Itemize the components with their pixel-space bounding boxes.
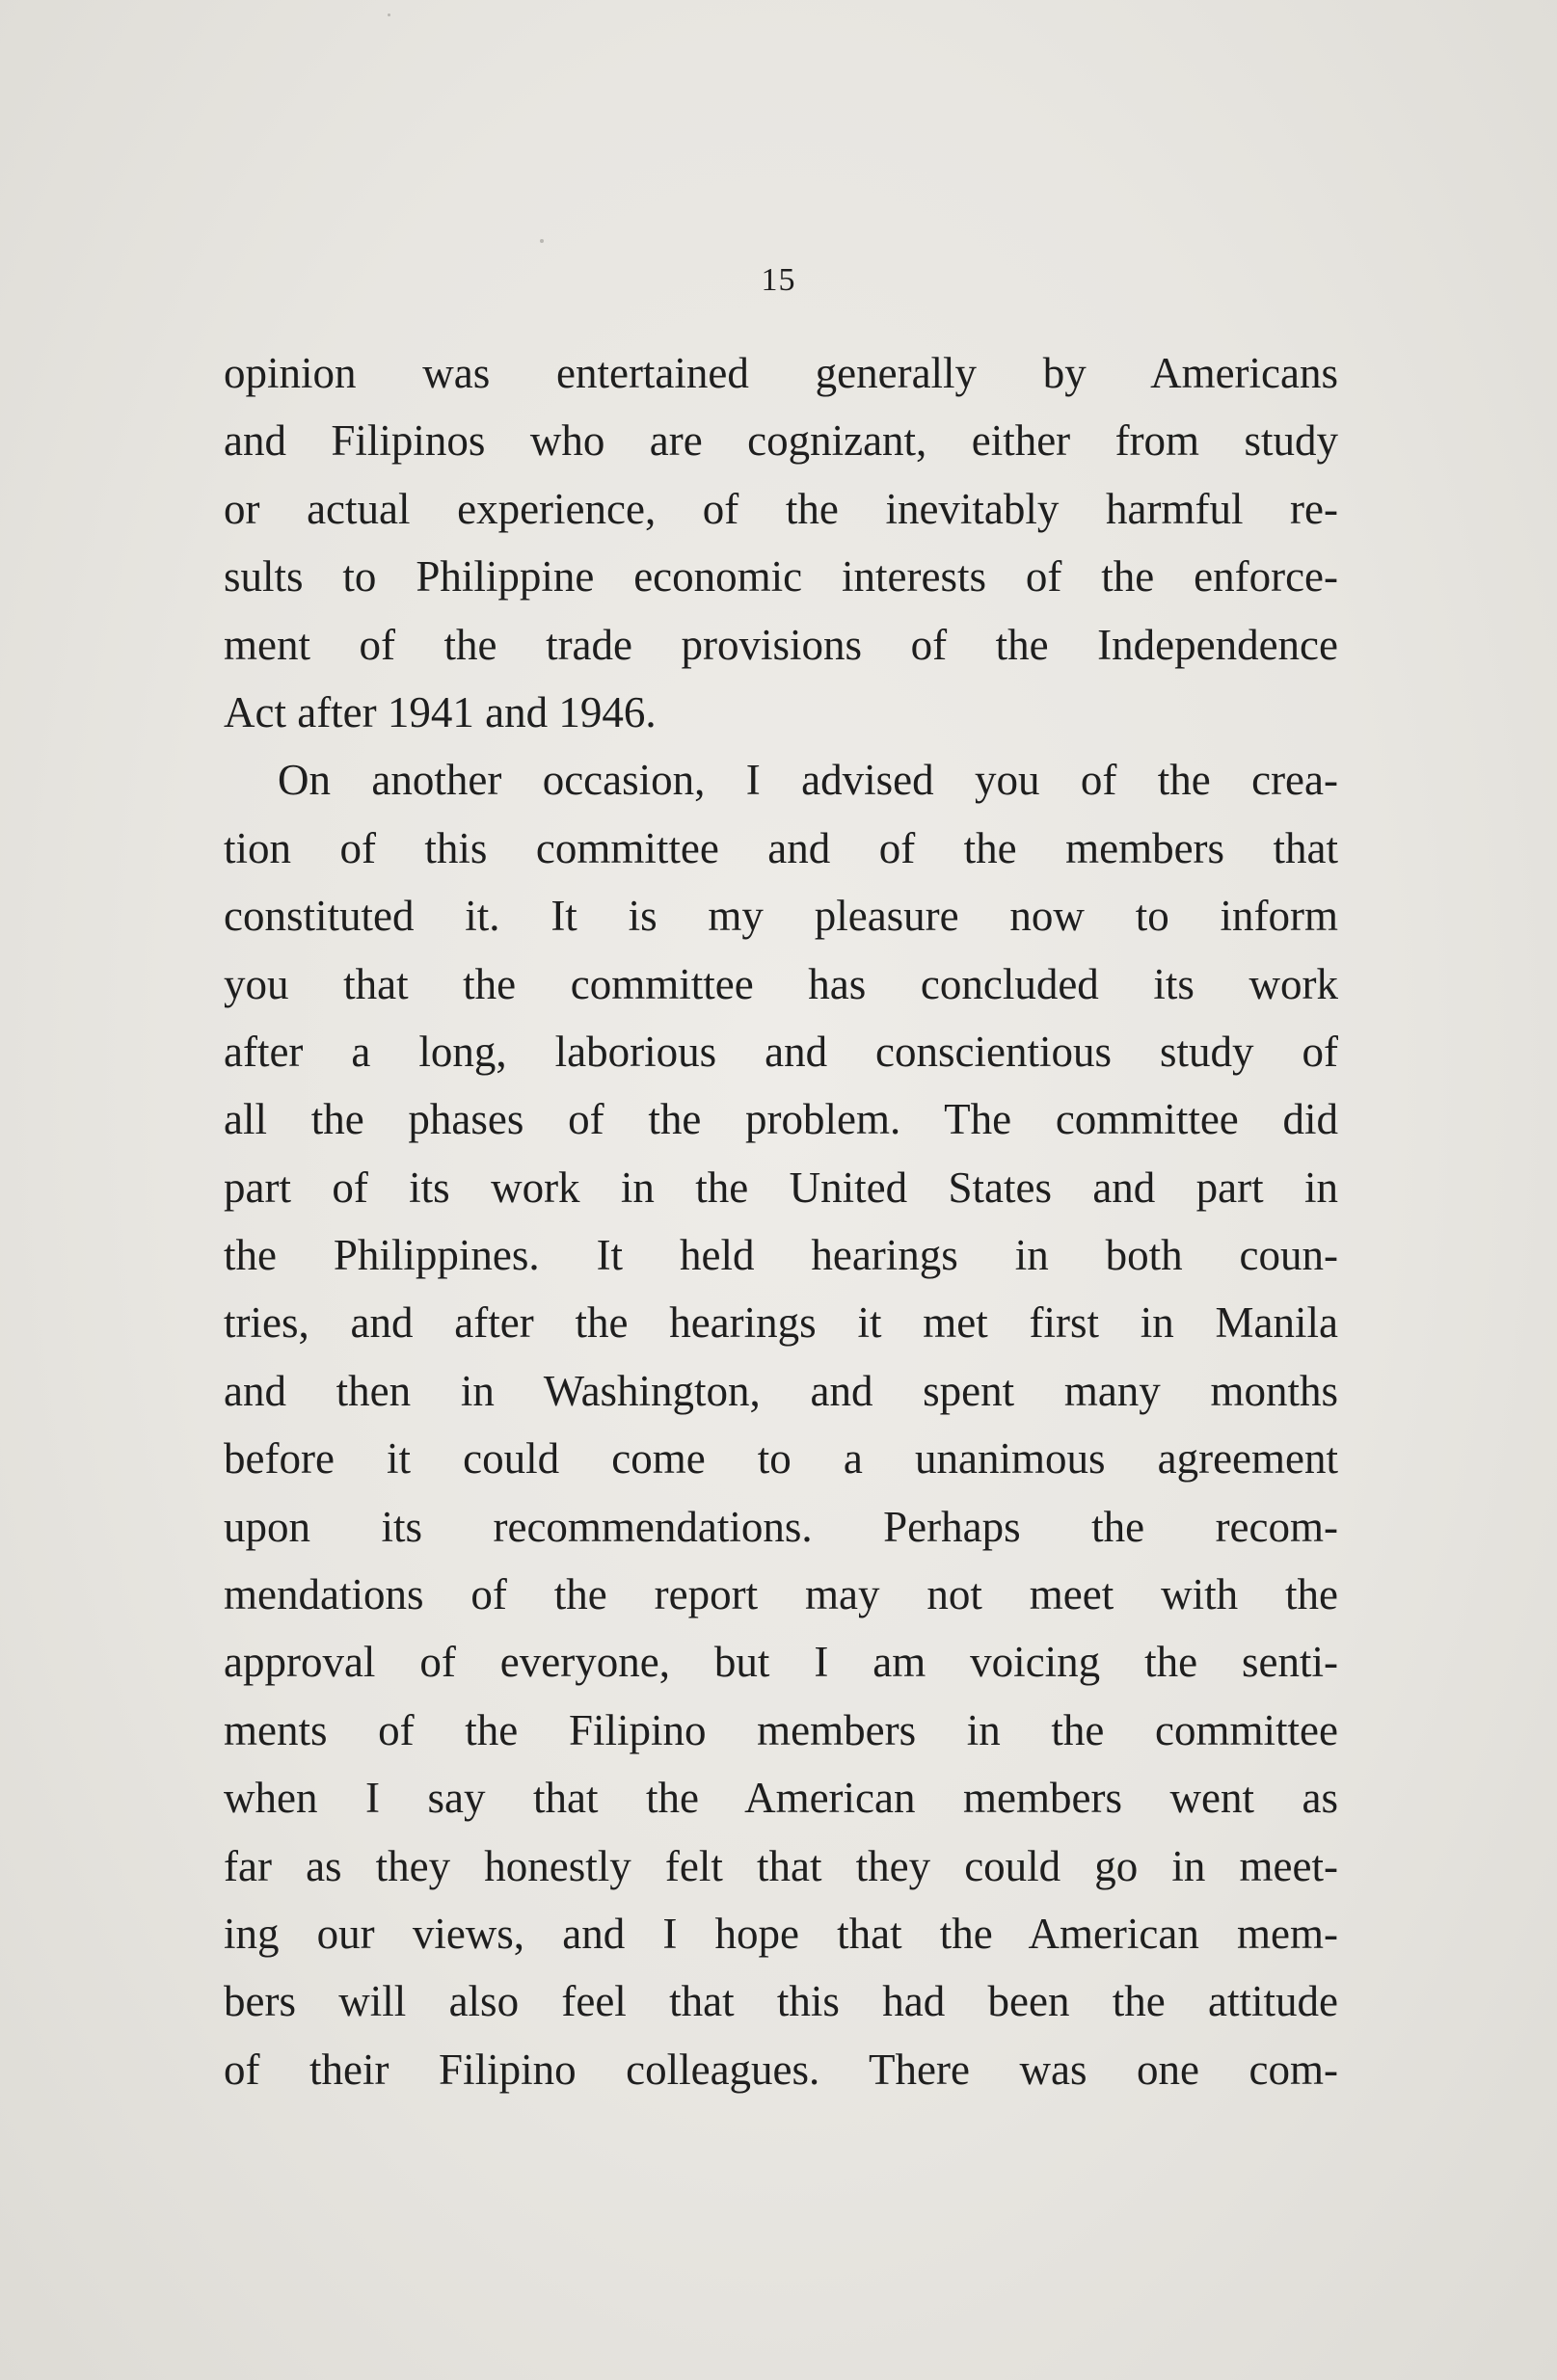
text-line: the Philippines. It held hearings in both coun- bbox=[224, 1231, 1338, 1280]
text-line: tion of this committee and of the members that bbox=[224, 823, 1338, 872]
text-line: ing our views, and I hope that the American mem- bbox=[224, 1909, 1338, 1958]
text-line: bers will also feel that this had been the attitude bbox=[224, 1977, 1338, 2026]
text-line: upon its recommendations. Perhaps the recom- bbox=[224, 1502, 1338, 1551]
text-line: constituted it. It is my pleasure now to inform bbox=[224, 892, 1338, 941]
text-line: ment of the trade provisions of the Independence bbox=[224, 620, 1338, 669]
text-line: all the phases of the problem. The committee did bbox=[224, 1095, 1338, 1144]
paragraph-1 bbox=[224, 339, 1338, 746]
body-text bbox=[224, 339, 1338, 2103]
text-line: On another occasion, I advised you of the crea- bbox=[278, 756, 1338, 805]
paper-speck bbox=[388, 13, 390, 16]
text-line: of their Filipino colleagues. There was one com- bbox=[224, 2045, 1338, 2094]
text-line: approval of everyone, but I am voicing the senti- bbox=[224, 1638, 1338, 1687]
text-line: ments of the Filipino members in the committee bbox=[224, 1705, 1338, 1754]
text-line: or actual experience, of the inevitably harmful re- bbox=[224, 484, 1338, 533]
text-line: when I say that the American members went as bbox=[224, 1774, 1338, 1823]
text-line: you that the committee has concluded its work bbox=[224, 959, 1338, 1008]
text-line: tries, and after the hearings it met first in Manila bbox=[224, 1298, 1338, 1348]
text-line: Act after 1941 and 1946. bbox=[224, 687, 657, 736]
text-line: far as they honestly felt that they could go in meet- bbox=[224, 1841, 1338, 1890]
text-line: opinion was entertained generally by Americans bbox=[224, 349, 1338, 397]
paragraph-2 bbox=[224, 746, 1338, 2103]
text-line: sults to Philippine economic interests of the enforce- bbox=[224, 552, 1338, 602]
text-line: mendations of the report may not meet with the bbox=[224, 1570, 1338, 1619]
text-line: part of its work in the United States and part in bbox=[224, 1163, 1338, 1212]
page-number: 15 bbox=[761, 262, 796, 298]
text-line: and Filipinos who are cognizant, either from study bbox=[224, 416, 1338, 466]
paper-speck bbox=[540, 239, 544, 243]
text-line: before it could come to a unanimous agreement bbox=[224, 1434, 1338, 1484]
text-line: and then in Washington, and spent many months bbox=[224, 1366, 1338, 1415]
text-line: after a long, laborious and conscientious study of bbox=[224, 1027, 1338, 1076]
